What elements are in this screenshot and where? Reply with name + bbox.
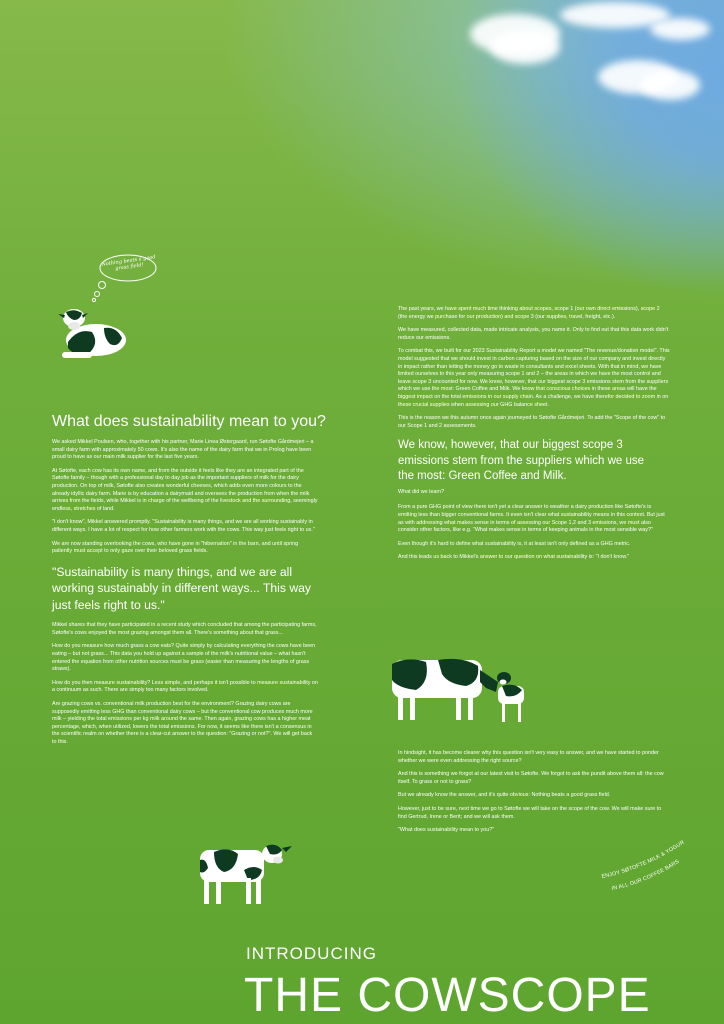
cloud xyxy=(650,18,710,40)
cowscope-title: THE COWSCOPE xyxy=(244,969,651,1022)
body-paragraph: This is the reason we this autumn once again journeyed to Søtofte Gårdmejeri. To add the "Scope of the cow" to our Scope 1 and 2 assessments. xyxy=(398,415,666,429)
cloud xyxy=(490,30,560,64)
body-paragraph: "What does sustainability mean to you?" xyxy=(398,827,495,834)
body-paragraph: We have measured, collected data, made intricate analysis, you name it. Only to find out that this data work didn't reduce our emissions. xyxy=(398,327,669,341)
right-column-lower xyxy=(398,750,670,841)
body-paragraph: And this is something we forgot at our latest visit to Søtofte. We forgot to ask the pundit above them all: the cow itself. To grass or not to grass? xyxy=(398,771,664,785)
coffee-bar-badge xyxy=(594,838,704,898)
body-paragraph: From a pure GHG point of view there isn't yet a clear answer to weather a dairy production like Søtofte's is emitting less than bigger conventional farms. It even isn't clear what sustainability means in this context. But just as with addressing what makes sense in terms of assessing our Scope 1,2 and 3 emissions, we must also consider other factors, like e.g. "What makes sense in terms of keeping animals in the most sensible way?" xyxy=(398,504,665,534)
body-paragraph: "I don't know", Mikkel answered promptly. "Sustainability is many things, and we are all working sustainably in different ways. I have a lot of respect for how other farmers work with the cows. This way just feels right to us." xyxy=(52,519,315,533)
highlight-heading: We know, however, that our biggest scope 3 emissions stem from the suppliers which we use the most: Green Coffee and Milk. xyxy=(398,439,645,483)
body-paragraph: But we already know the answer, and it's quite obvious: Nothing beats a good grass field. xyxy=(398,792,611,799)
cloud xyxy=(640,70,700,100)
body-paragraph: We are now standing overlooking the cows, who have gone in "hibernation" in the barn, and until spring patiently must accept to only gaze over their beloved grass fields. xyxy=(52,540,299,555)
body-paragraph: What did we learn? xyxy=(398,488,445,495)
body-paragraph: Are grazing cows vs. conventional milk production best for the environment? Grazing dairy cows are supposedly emitting less GHG than conventional dairy cows – but the conventional cow produces much more milk – yielding the total emissions per kg milk around the same. Then again, grazing cows has a higher meat percentage, which, when utilized, lowers the total emissions. For now, it seems like there isn't a consensus in the scientific realm on whether there is a clear-cut answer to the question: "Grazing or not?". We will get back to this. xyxy=(52,700,313,745)
standing-cow-icon xyxy=(196,840,296,908)
body-paragraph: We asked Mikkel Poulsen, who, together with his partner, Marie Linea Østergaard, run Søtofte Gårdmejeri – a small dairy farm with approximately 50 cows. It's also the name of the dairy farm that we in Prolog have been proud to have as our main milk supplier for the last five years. xyxy=(52,439,314,461)
cow-with-calf-icon xyxy=(386,652,536,732)
introducing-label: INTRODUCING xyxy=(246,944,377,963)
body-paragraph: In hindsight, it has become clearer why this question isn't very easy to answer, and we have started to ponder whether we were even addressing the right source? xyxy=(398,750,659,764)
main-heading: What does sustainability mean to you? xyxy=(52,413,326,430)
body-paragraph: However, just to be sure, next time we go to Søtofte we will take on the scope of the cow. We will make sure to find Gertrud, Irene or Berit; and we will ask them. xyxy=(398,805,662,820)
badge-line-1: ENJOY SØTOFTE MILK & YOGUR xyxy=(601,839,686,880)
right-column xyxy=(398,306,670,568)
lying-cow-icon xyxy=(52,304,128,362)
body-paragraph: How do you measure how much grass a cow eats? Quite simply by calculating everything the cows have been eating – but not grass... This data you hold up against a sample of the milk's nutritional value – what hasn't entered the equation from other nutrition sources must be grass (easier than measuring the lengths of grass straws). xyxy=(52,643,316,673)
badge-line-2: IN ALL OUR COFFEE BARS xyxy=(611,858,681,892)
body-paragraph: Even though it's hard to define what sustainability is, it at least isn't only defined as a GHG metric. xyxy=(398,540,631,547)
body-paragraph: To combat this, we built for our 2023 Sustainability Report a model we named "The revenue/donation model". This model suggested that we should invest in carbon capturing based on the size of our company and invest directly in impact rather than letting the money go to waste in consultants and excel sheets. With that in mind, we have limited ourselves to this year only measuring scope 1 and 2 – the areas in which we have the most control and leave scope 3 uncounted for now. We know, however, that our biggest scope 3 emissions stem from the suppliers which we use the most: Green Coffee and Milk. We know that conscious choices in these areas will have the biggest impact on the total emissions in our supply chain. As a challenge, we have therefor decided to zoom in on these crucial supplies when assessing our GHG balance sheet. xyxy=(398,348,670,408)
body-paragraph: Mikkel shares that they have participated in a recent study which concluded that among the participating farms, Søtofte's cows enjoyed the most grazing amongst them all. There's something about that grass... xyxy=(52,622,317,636)
left-column xyxy=(52,412,382,753)
speech-bubble-text: Nothing beats a good grass field! xyxy=(101,254,157,272)
body-paragraph: The past years, we have spent much time thinking about scopes, scope 1 (our own direct emissions), scope 2 (the energy we purchase for our production) and scope 3 (our supplies, travel, freight, etc.). xyxy=(398,306,660,320)
body-paragraph: How do you then measure sustainability? Less simple, and perhaps it isn't possible to measure sustainability on a continuum as such. There are simply too many factors involved. xyxy=(52,679,318,694)
body-paragraph: At Søtofte, each cow has its own name, and from the outside it feels like they are an integrated part of the Søtofte family – though with a professional day to day job as the important suppliers of milk for the dairy production. On top of milk, Søtofte also creates wonderful cheeses, which adds even more colours to the already idyllic dairy farm. Marie is by education a dairymaid and oversees the production from when the milk arrives from the fields, while Mikkel is in charge of the wellbeing of the livestock and the surrounding, seemingly endless, stretches of land. xyxy=(52,467,318,512)
body-paragraph: And this leads us back to Mikkel's answer to our question on what sustainability is: "I don't know." xyxy=(398,554,630,561)
pull-quote: "Sustainability is many things, and we are all working sustainably in different ways... This way just feels right to us." xyxy=(52,564,311,612)
svg-text:ENJOY SØTOFTE MILK & YOGURT xyxy=(594,838,686,880)
